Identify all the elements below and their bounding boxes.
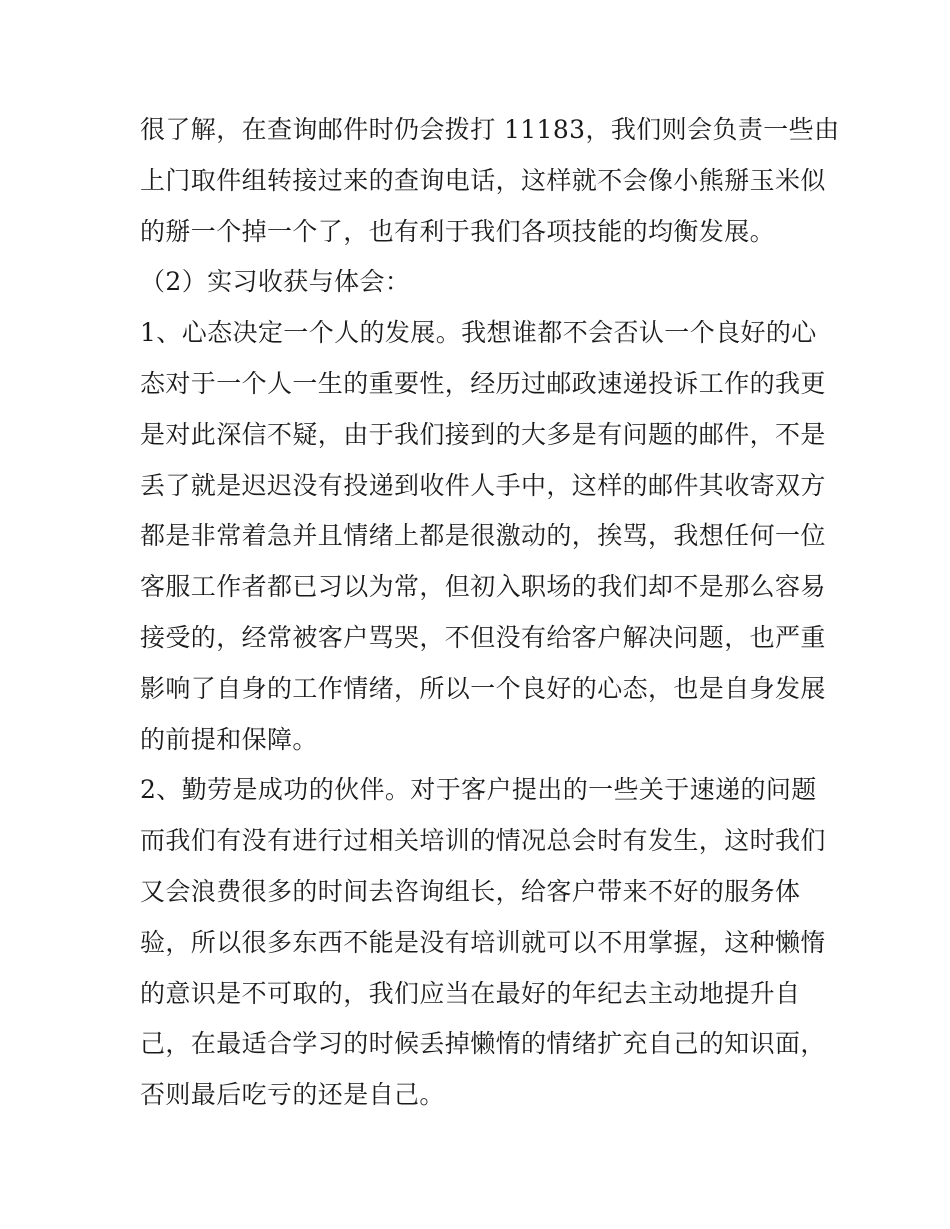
text-line: 2、勤劳是成功的伙伴。对于客户提出的一些关于速递的问题 [140,775,817,805]
text-line: 很了解，在查询邮件时仍会拨打 11183，我们则会负责一些由 [140,115,840,144]
text-line: 1、心态决定一个人的发展。我想谁都不会否认一个良好的心 [140,318,817,348]
text-line: 而我们有没有进行过相关培训的情况总会时有发生，这时我们 [140,826,826,856]
text-line: 是对此深信不疑，由于我们接到的大多是有问题的邮件，不是 [140,419,826,449]
text-line: 接受的，经常被客户骂哭，不但没有给客户解决问题，也严重 [140,622,826,652]
text-line: 上门取件组转接过来的查询电话，这样就不会像小熊掰玉米似 [140,165,826,195]
text-line: 又会浪费很多的时间去咨询组长，给客户带来不好的服务体 [140,876,801,906]
text-line: 的前提和保障。 [140,724,318,754]
body-text [140,105,840,1121]
text-line: 态对于一个人一生的重要性，经历过邮政速递投诉工作的我更 [140,368,826,398]
text-line: 否则最后吃亏的还是自己。 [140,1080,445,1110]
section-heading: （2）实习收获与体会： [140,267,411,297]
text-line: 验，所以很多东西不能是没有培训就可以不用掌握，这种懒惰 [140,927,826,957]
text-line: 的掰一个掉一个了，也有利于我们各项技能的均衡发展。 [140,216,776,246]
text-line: 客服工作者都已习以为常，但初入职场的我们却不是那么容易 [140,572,826,602]
text-line: 己，在最适合学习的时候丢掉懒惰的情绪扩充自己的知识面， [140,1029,826,1059]
text-line: 的意识是不可取的，我们应当在最好的年纪去主动地提升自 [140,978,801,1008]
text-line: 都是非常着急并且情绪上都是很激动的，挨骂，我想任何一位 [140,521,826,551]
text-line: 丢了就是迟迟没有投递到收件人手中，这样的邮件其收寄双方 [140,470,826,500]
text-line: 影响了自身的工作情绪，所以一个良好的心态，也是自身发展 [140,673,826,703]
